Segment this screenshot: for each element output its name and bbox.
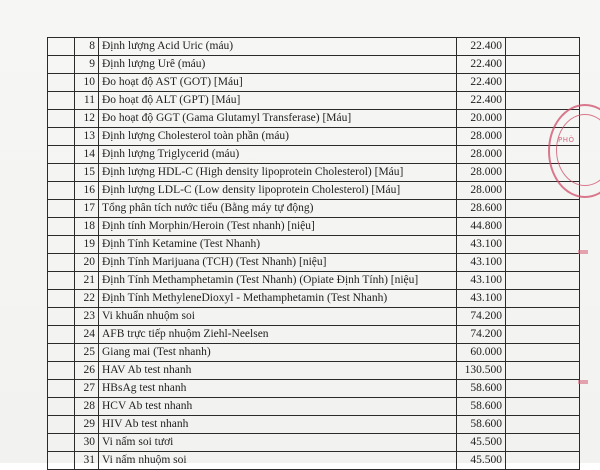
service-name: Định Tính Ketamine (Test Nhanh) [99,236,457,254]
service-price: 28.000 [457,164,506,182]
service-price: 44.800 [457,218,506,236]
service-name: Định Tính MethyleneDioxyl - Methamphetamin (Test Nhanh) [99,290,457,308]
table-row [48,272,580,290]
empty-cell [48,38,75,56]
table-row [48,146,580,164]
empty-cell [48,146,75,164]
stamp-inner-ring [556,114,600,186]
table-row [48,38,580,56]
empty-cell [48,128,75,146]
empty-cell [48,290,75,308]
service-name: HBsAg test nhanh [99,380,457,398]
row-number: 9 [75,56,99,74]
note-cell [506,218,580,236]
table-row [48,74,580,92]
empty-cell [48,272,75,290]
table-row [48,290,580,308]
empty-cell [48,236,75,254]
note-cell [506,344,580,362]
table-row [48,182,580,200]
row-number: 29 [75,416,99,434]
note-cell [506,92,580,110]
row-number: 8 [75,38,99,56]
table-row [48,164,580,182]
empty-cell [48,344,75,362]
table-row [48,128,580,146]
note-cell [506,236,580,254]
row-number: 12 [75,110,99,128]
service-name: Định lượng Acid Uric (máu) [99,38,457,56]
row-number: 27 [75,380,99,398]
row-number: 25 [75,344,99,362]
empty-cell [48,56,75,74]
service-price: 28.000 [457,182,506,200]
table-row [48,218,580,236]
service-price: 43.100 [457,272,506,290]
service-price: 28.000 [457,146,506,164]
empty-cell [48,398,75,416]
service-price: 20.000 [457,110,506,128]
empty-cell [48,218,75,236]
note-cell [506,56,580,74]
row-number: 19 [75,236,99,254]
service-price: 22.400 [457,56,506,74]
empty-cell [48,200,75,218]
service-price: 58.600 [457,416,506,434]
table-row [48,200,580,218]
row-number: 18 [75,218,99,236]
service-price: 58.600 [457,398,506,416]
table-row [48,416,580,434]
note-cell [506,434,580,452]
row-number: 24 [75,326,99,344]
service-price: 60.000 [457,344,506,362]
row-number: 17 [75,200,99,218]
note-cell [506,38,580,56]
table-row [48,344,580,362]
table-row [48,326,580,344]
service-price: 22.400 [457,92,506,110]
note-cell [506,200,580,218]
service-name: Định lượng Cholesterol toàn phần (máu) [99,128,457,146]
stamp-edge-mark [578,380,588,384]
service-name: Đo hoạt độ ALT (GPT) [Máu] [99,92,457,110]
empty-cell [48,308,75,326]
service-price: 43.100 [457,290,506,308]
table-row [48,398,580,416]
service-name: Định Tính Methamphetamin (Test Nhanh) (Opiate Định Tính) [niệu] [99,272,457,290]
table-row [48,110,580,128]
empty-cell [48,380,75,398]
stamp-text: PHÒ [558,136,575,144]
service-price: 43.100 [457,254,506,272]
empty-cell [48,452,75,470]
row-number: 16 [75,182,99,200]
row-number: 23 [75,308,99,326]
row-number: 20 [75,254,99,272]
service-price: 28.000 [457,128,506,146]
empty-cell [48,110,75,128]
service-price: 45.500 [457,434,506,452]
note-cell [506,362,580,380]
row-number: 15 [75,164,99,182]
empty-cell [48,254,75,272]
service-name: HAV Ab test nhanh [99,362,457,380]
row-number: 31 [75,452,99,470]
service-name: Định lượng Urê (máu) [99,56,457,74]
empty-cell [48,182,75,200]
note-cell [506,452,580,470]
service-name: Định Tính Marijuana (TCH) (Test Nhanh) [niệu] [99,254,457,272]
empty-cell [48,74,75,92]
service-name: Vi khuẩn nhuộm soi [99,308,457,326]
row-number: 28 [75,398,99,416]
note-cell [506,272,580,290]
table-row [48,254,580,272]
service-name: Định lượng LDL-C (Low density lipoprotein Cholesterol) [Máu] [99,182,457,200]
empty-cell [48,92,75,110]
service-price: 130.500 [457,362,506,380]
table-row [48,308,580,326]
service-name: Định lượng HDL-C (High density lipoprotein Cholesterol) [Máu] [99,164,457,182]
empty-cell [48,326,75,344]
note-cell [506,416,580,434]
service-name: AFB trực tiếp nhuộm Ziehl-Neelsen [99,326,457,344]
service-name: Giang mai (Test nhanh) [99,344,457,362]
note-cell [506,290,580,308]
service-price: 45.500 [457,452,506,470]
table-row [48,362,580,380]
service-name: Vi nấm soi tươi [99,434,457,452]
table-row [48,434,580,452]
table-row [48,236,580,254]
service-name: Định lượng Triglycerid (máu) [99,146,457,164]
row-number: 21 [75,272,99,290]
row-number: 26 [75,362,99,380]
row-number: 13 [75,128,99,146]
note-cell [506,254,580,272]
empty-cell [48,434,75,452]
row-number: 22 [75,290,99,308]
empty-cell [48,416,75,434]
row-number: 30 [75,434,99,452]
table-row [48,92,580,110]
note-cell [506,74,580,92]
row-number: 10 [75,74,99,92]
service-name: Tổng phân tích nước tiểu (Bằng máy tự động) [99,200,457,218]
price-table-body [48,38,580,470]
empty-cell [48,362,75,380]
table-row [48,56,580,74]
service-price: 22.400 [457,74,506,92]
table-row [48,380,580,398]
table-row [48,452,580,470]
service-price: 58.600 [457,380,506,398]
service-price: 74.200 [457,308,506,326]
row-number: 14 [75,146,99,164]
note-cell [506,308,580,326]
price-table [47,37,580,470]
service-price: 28.600 [457,200,506,218]
service-name: Đo hoạt độ GGT (Gama Glutamyl Transferase) [Máu] [99,110,457,128]
note-cell [506,380,580,398]
service-price: 43.100 [457,236,506,254]
stamp-edge-mark [578,250,588,254]
service-name: Định tính Morphin/Heroin (Test nhanh) [niệu] [99,218,457,236]
service-name: Vi nấm nhuộm soi [99,452,457,470]
service-name: Đo hoạt độ AST (GOT) [Máu] [99,74,457,92]
note-cell [506,326,580,344]
service-name: HIV Ab test nhanh [99,416,457,434]
row-number: 11 [75,92,99,110]
service-name: HCV Ab test nhanh [99,398,457,416]
service-price: 74.200 [457,326,506,344]
note-cell [506,398,580,416]
service-price: 22.400 [457,38,506,56]
empty-cell [48,164,75,182]
